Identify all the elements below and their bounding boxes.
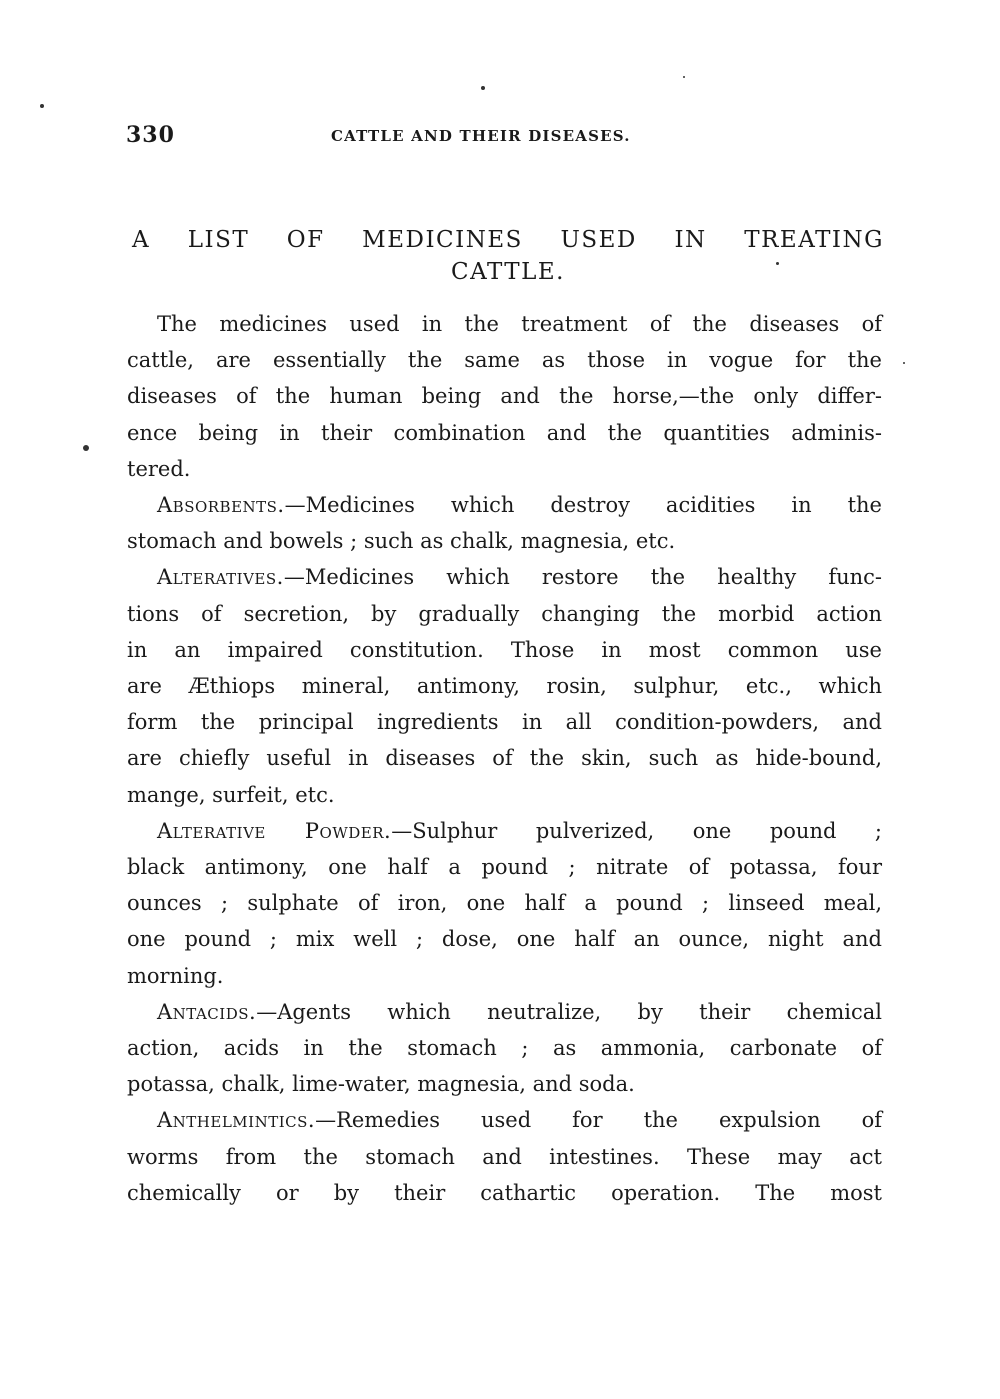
text-line: one pound ; mix well ; dose, one half an ounce, night and (127, 927, 882, 952)
scan-speck (83, 445, 89, 451)
scan-speck (683, 76, 685, 78)
entry-term: Alterative Powder. (157, 818, 392, 843)
text-line: diseases of the human being and the horse,—the only differ- (127, 384, 882, 409)
paragraph-absorbents (127, 487, 882, 559)
running-head (126, 122, 886, 152)
text-line: black antimony, one half a pound ; nitrate of potassa, four (127, 855, 882, 880)
paragraph-alterative-powder (127, 813, 882, 994)
text-line (127, 994, 882, 1030)
chapter-title-line: CATTLE. (451, 259, 565, 285)
text-line: stomach and bowels ; such as chalk, magnesia, etc. (127, 529, 676, 554)
entry-term: Antacids. (157, 999, 257, 1024)
text-line: morning. (127, 963, 224, 988)
text-line (127, 1102, 882, 1138)
entry-text: —Medicines which destroy acidities in the (284, 493, 882, 518)
scan-speck (903, 362, 905, 364)
text-line: form the principal ingredients in all condition-powders, and (127, 710, 882, 735)
text-line (127, 487, 882, 523)
text-line: ounces ; sulphate of iron, one half a pound ; linseed meal, (127, 891, 882, 916)
text-line: cattle, are essentially the same as those in vogue for the (127, 348, 882, 373)
text-line: ence being in their combination and the quantities adminis- (127, 420, 882, 445)
chapter-title (132, 224, 884, 288)
chapter-title-line: A LIST OF MEDICINES USED IN TREATING (132, 227, 884, 253)
text-line: worms from the stomach and intestines. These may act (127, 1144, 882, 1169)
page-number: 330 (126, 122, 175, 148)
entry-term: Alteratives. (157, 565, 284, 590)
entry-term: Anthelmintics. (157, 1108, 316, 1133)
text-line: chemically or by their cathartic operation. The most (127, 1180, 882, 1205)
running-title: CATTLE AND THEIR DISEASES. (331, 127, 631, 145)
text-line (127, 813, 882, 849)
entry-text: —Medicines which restore the healthy func- (283, 565, 882, 590)
body-text (127, 306, 882, 1211)
text-line: action, acids in the stomach ; as ammonia, carbonate of (127, 1036, 882, 1061)
text-line: The medicines used in the treatment of the diseases of (157, 312, 882, 336)
text-line: potassa, chalk, lime-water, magnesia, and soda. (127, 1072, 635, 1097)
entry-text: —Sulphur pulverized, one pound ; (391, 818, 882, 843)
text-line: tions of secretion, by gradually changing the morbid action (127, 601, 882, 626)
scan-speck (40, 104, 44, 108)
paragraph-intro (127, 306, 882, 487)
entry-text: —Agents which neutralize, by their chemical (256, 999, 882, 1024)
paragraph-alteratives (127, 559, 882, 812)
paragraph-antacids (127, 994, 882, 1103)
scan-speck (481, 86, 485, 90)
paragraph-anthelmintics (127, 1102, 882, 1211)
entry-term: Absorbents. (157, 493, 285, 518)
text-line: are chiefly useful in diseases of the skin, such as hide-bound, (127, 746, 882, 771)
text-line: tered. (127, 456, 191, 481)
text-line: are Æthiops mineral, antimony, rosin, sulphur, etc., which (127, 674, 882, 699)
text-line: in an impaired constitution. Those in most common use (127, 637, 882, 662)
entry-text: —Remedies used for the expulsion of (315, 1108, 882, 1133)
text-line (127, 559, 882, 595)
text-line: mange, surfeit, etc. (127, 782, 335, 807)
